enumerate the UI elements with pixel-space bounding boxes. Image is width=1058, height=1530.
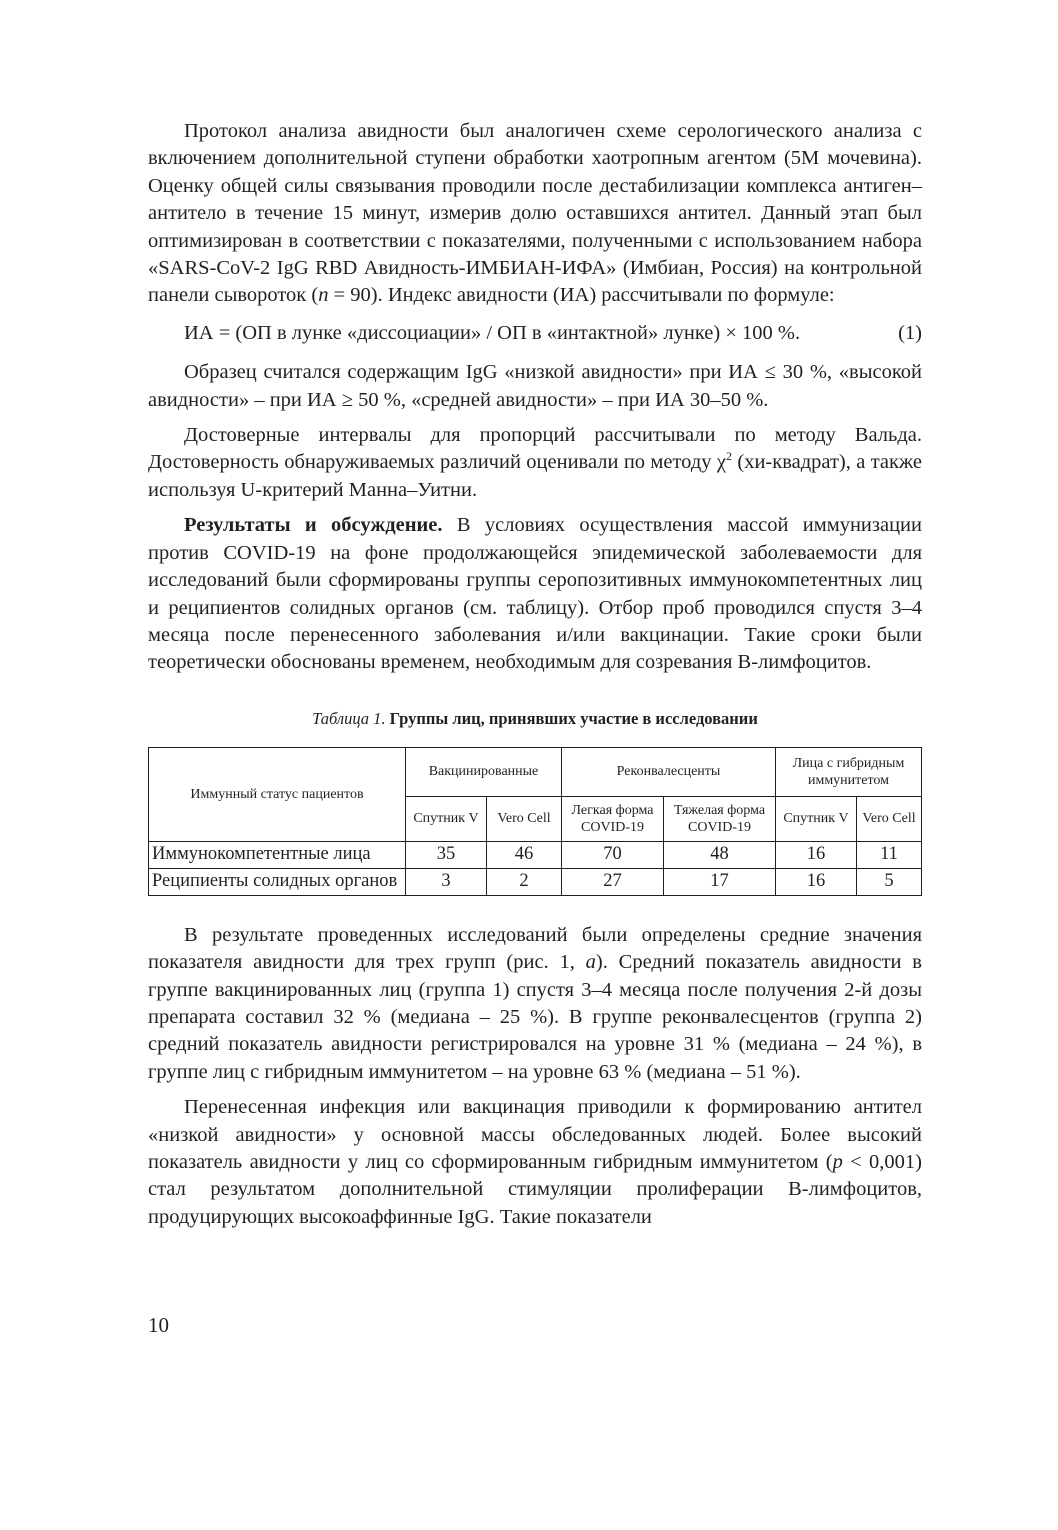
table-cell: 17 — [664, 868, 776, 895]
subheader: Легкая форма COVID-19 — [562, 796, 664, 841]
table-cell: 48 — [664, 841, 776, 868]
table-cell: 3 — [406, 868, 487, 895]
subheader: Спутник V — [776, 796, 857, 841]
paragraph-results: Результаты и обсуждение. В условиях осуществления массой иммунизации против COVID-19 на фоне продолжающейся эпидемической заболеваемости для исследований были сформированы группы серопозитивных иммунокомпетентных лиц и реципиентов солидных органов (см. таблицу). Отбор проб проводился спустя 3–4 месяца после перенесенного заболевания и/или вакцинации. Такие сроки были теоретически обоснованы временем, необходимым для созревания В-лимфоцитов. — [148, 514, 922, 674]
subheader: Спутник V — [406, 796, 487, 841]
row-label: Реципиенты солидных органов — [149, 868, 406, 895]
subheader: Vero Cell — [487, 796, 562, 841]
table-cell: 11 — [857, 841, 922, 868]
paragraph-method: Протокол анализа авидности был аналогичен схеме серологического анализа с включением дополнительной ступени обработки хаотропным агентом (5М мочевина). Оценку общей силы связывания проводили после дестабилизации комплекса антиген–антитело в течение 15 минут, измерив долю оставшихся антител. Данный этап был оптимизирован в соответствии с показателями, полученными с использованием набора «SARS-CoV-2 IgG RBD Авидность-ИМБИАН-ИФА» (Имбиан, Россия) на контрольной панели сывороток (n = 90). Индекс авидности (ИА) рассчитывали по формуле: — [148, 120, 922, 307]
group-header-hybrid: Лица с гибридным иммунитетом — [776, 747, 922, 796]
table-cell: 16 — [776, 841, 857, 868]
group-header-vaccinated: Вакцинированные — [406, 747, 562, 796]
table-cell: 70 — [562, 841, 664, 868]
paragraph-avidity-means: В результате проведенных исследований были определены средние значения показателя авидности для трех групп (рис. 1, а). Средний показатель авидности в группе вакцинированных лиц (группа 1) спустя 3–4 месяца после получения 2-й дозы препарата составил 32 % (медиана – 25 %). В группе реконвалесцентов (группа 2) средний показатель авидности регистрировался на уровне 31 % (медиана – 24 %), в группе лиц с гибридным иммунитетом – на уровне 63 % (медиана – 51 %). — [148, 923, 922, 1083]
page-number: 10 — [148, 1313, 169, 1337]
formula — [184, 320, 922, 347]
table-cell: 5 — [857, 868, 922, 895]
paragraph-statistics: Достоверные интервалы для пропорций рассчитывали по методу Вальда. Достоверность обнаруживаемых различий оценивали по методу $\chi^2$ (хи-квадрат), а также используя U-критерий Манна–Уитни. — [148, 424, 922, 501]
table-cell: 46 — [487, 841, 562, 868]
table-row — [149, 868, 922, 895]
table-caption: Таблица 1. Группы лиц, принявших участие в исследовании — [312, 708, 758, 728]
subheader: Тяжелая форма COVID-19 — [664, 796, 776, 841]
subheader: Vero Cell — [857, 796, 922, 841]
study-groups-table — [148, 747, 922, 896]
paragraph-avidity-thresholds: Образец считался содержащим IgG «низкой авидности» при ИА ≤ 30 %, «высокой авидности» – при ИА ≥ 50 %, «средней авидности» – при ИА 30–50 %. — [148, 361, 922, 411]
group-header-convalescents: Реконвалесценты — [562, 747, 776, 796]
formula-text: ИА = (ОП в лунке «диссоциации» / ОП в «интактной» лунке) × 100 %. — [184, 321, 801, 344]
table-cell: 2 — [487, 868, 562, 895]
paragraph-discussion: Перенесенная инфекция или вакцинация приводили к формированию антител «низкой авидности» у основной массы обследованных людей. Более высокий показатель авидности у лиц со сформированным гибридным иммунитетом (p < 0,001) стал результатом дополнительной стимуляции пролиферации В-лимфоцитов, продуцирующих высокоаффинные IgG. Такие показатели — [148, 1096, 922, 1228]
table-cell: 27 — [562, 868, 664, 895]
formula-number: (1) — [898, 321, 922, 344]
page-body — [148, 118, 922, 1231]
table-corner-header: Иммунный статус пациентов — [149, 747, 406, 841]
table-row — [149, 841, 922, 868]
table-cell: 35 — [406, 841, 487, 868]
row-label: Иммунокомпетентные лица — [149, 841, 406, 868]
section-heading-results: Результаты и обсуждение. — [184, 514, 443, 537]
table-cell: 16 — [776, 868, 857, 895]
